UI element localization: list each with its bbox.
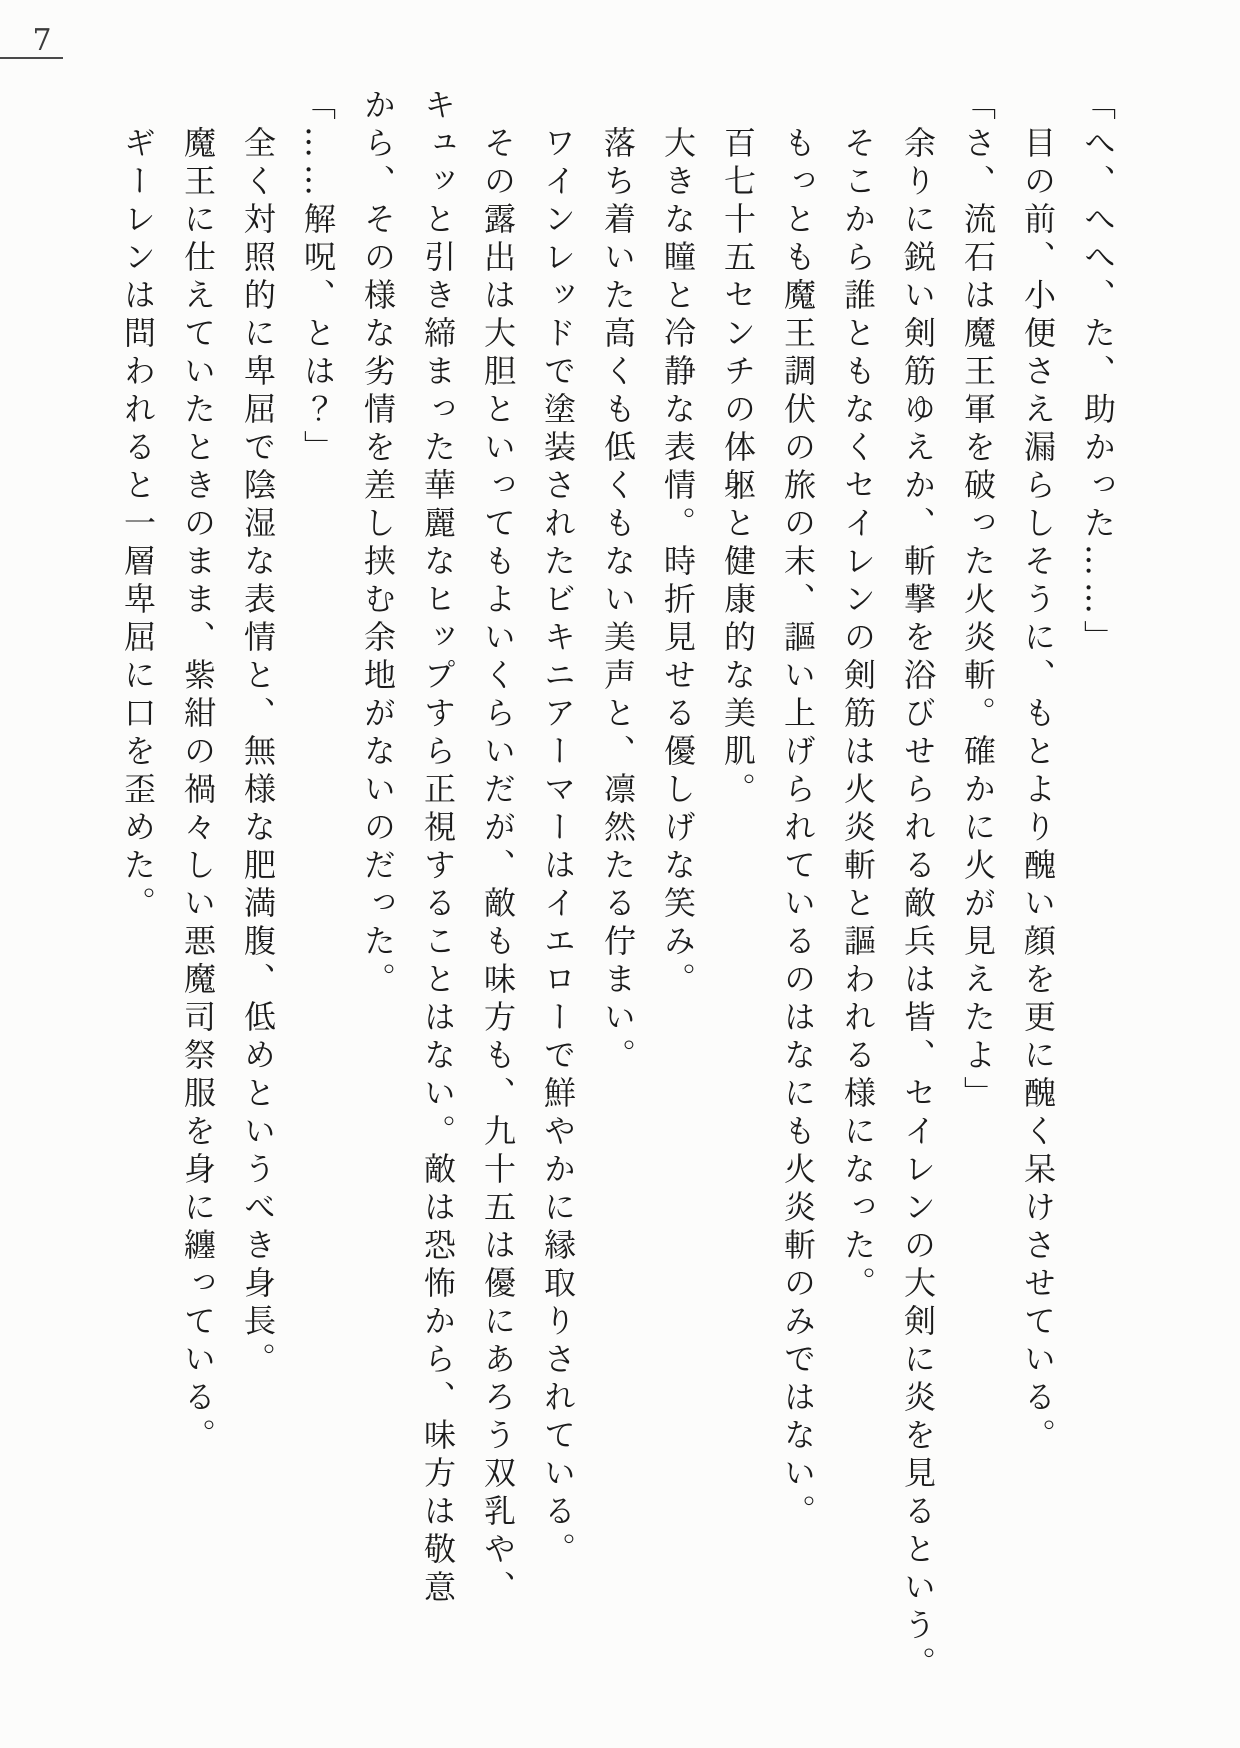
vertical-text-block [108, 88, 1128, 1698]
text-line: 落ち着いた高くも低くもない美声と、凛然たる佇まい。 [599, 126, 637, 1076]
text-line: ワインレッドで塗装されたビキニアーマーはイエローで鮮やかに縁取りされている。 [539, 126, 577, 1570]
text-line: 百七十五センチの体躯と健康的な美肌。 [719, 126, 757, 810]
text-line: 目の前、小便さえ漏らしそうに、もとより醜い顔を更に醜く呆けさせている。 [1019, 126, 1057, 1456]
page-number: 7 [32, 23, 52, 58]
text-line: その露出は大胆といってもよいくらいだが、敵も味方も、九十五は優にあろう双乳や、 [479, 126, 517, 1608]
text-line: 「へ、へへ、た、助かった……」 [1079, 88, 1117, 658]
text-line: そこから誰ともなくセイレンの剣筋は火炎斬と謳われる様になった。 [839, 126, 877, 1304]
text-line: 「さ、流石は魔王軍を破った火炎斬。確かに火が見えたよ」 [959, 88, 997, 1114]
text-line: 余りに鋭い剣筋ゆえか、斬撃を浴びせられる敵兵は皆、セイレンの大剣に炎を見るという。 [899, 126, 937, 1684]
text-line: 魔王に仕えていたときのまま、紫紺の禍々しい悪魔司祭服を身に纏っている。 [179, 126, 217, 1456]
text-line: 「……解呪、とは？」 [299, 88, 337, 468]
text-line: 大きな瞳と冷静な表情。時折見せる優しげな笑み。 [659, 126, 697, 1000]
text-line: キュッと引き締まった華麗なヒップすら正視することはない。敵は恐怖から、味方は敬意 [419, 88, 457, 1608]
text-line: ギーレンは問われると一層卑屈に口を歪めた。 [119, 126, 157, 924]
text-line: から、その様な劣情を差し挟む余地がないのだった。 [359, 88, 397, 1000]
page-number-rule [0, 57, 63, 59]
text-line: 全く対照的に卑屈で陰湿な表情と、無様な肥満腹、低めというべき身長。 [239, 126, 277, 1380]
text-line: もっとも魔王調伏の旅の末、謳い上げられているのはなにも火炎斬のみではない。 [779, 126, 817, 1532]
